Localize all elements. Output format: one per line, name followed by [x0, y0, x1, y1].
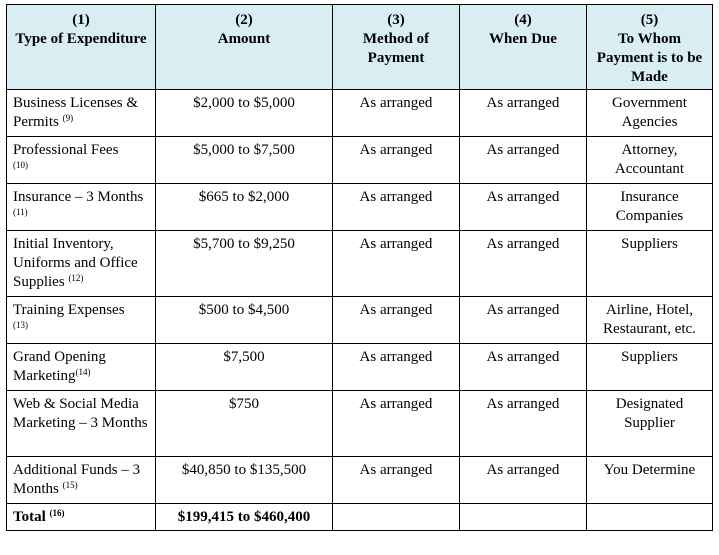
cell-due: As arranged [460, 231, 587, 297]
total-row [7, 504, 713, 531]
table-row [7, 184, 713, 231]
cell-due: As arranged [460, 391, 587, 457]
cell-payee: You Determine [587, 457, 713, 504]
cell-type: Business Licenses & Permits $^{(9)}$ [7, 90, 156, 137]
total-empty-cell [460, 504, 587, 531]
header-method: (3) Method of Payment [333, 5, 460, 90]
cell-amount: $500 to $4,500 [156, 297, 333, 344]
cell-amount: $40,850 to $135,500 [156, 457, 333, 504]
cell-amount: $5,700 to $9,250 [156, 231, 333, 297]
cell-method: As arranged [333, 231, 460, 297]
cell-method: As arranged [333, 344, 460, 391]
cell-payee: Government Agencies [587, 90, 713, 137]
cell-payee: Insurance Companies [587, 184, 713, 231]
cell-amount: $5,000 to $7,500 [156, 137, 333, 184]
cell-due: As arranged [460, 90, 587, 137]
cell-due: As arranged [460, 137, 587, 184]
total-empty-cell [587, 504, 713, 531]
cell-due: As arranged [460, 184, 587, 231]
table-row [7, 391, 713, 457]
cell-method: As arranged [333, 90, 460, 137]
header-type: (1) Type of Expenditure [7, 5, 156, 90]
cell-method: As arranged [333, 137, 460, 184]
cell-type: Additional Funds – 3 Months $^{(15)}$ [7, 457, 156, 504]
header-amount: (2) Amount [156, 5, 333, 90]
cell-payee: Suppliers [587, 344, 713, 391]
cell-type: Training Expenses (13) [7, 297, 156, 344]
cell-type: Insurance – 3 Months $^{(11)}$ [7, 184, 156, 231]
total-amount: $199,415 to $460,400 [156, 504, 333, 531]
cell-method: As arranged [333, 457, 460, 504]
cell-amount: $665 to $2,000 [156, 184, 333, 231]
table-row [7, 137, 713, 184]
table-row [7, 90, 713, 137]
cell-method: As arranged [333, 391, 460, 457]
table-row [7, 457, 713, 504]
cell-type: Professional Fees (10) [7, 137, 156, 184]
table-row [7, 231, 713, 297]
cell-payee: Suppliers [587, 231, 713, 297]
total-label: Total $^{(16)}$ [7, 504, 156, 531]
table-row [7, 344, 713, 391]
cell-method: As arranged [333, 297, 460, 344]
cell-type: Web & Social Media Marketing – 3 Months [7, 391, 156, 457]
header-payee: (5) To Whom Payment is to be Made [587, 5, 713, 90]
cell-payee: Attorney, Accountant [587, 137, 713, 184]
table-row [7, 297, 713, 344]
cell-due: As arranged [460, 344, 587, 391]
cell-due: As arranged [460, 297, 587, 344]
cell-amount: $750 [156, 391, 333, 457]
header-due: (4) When Due [460, 5, 587, 90]
cell-type: Initial Inventory, Uniforms and Office Supplies $^{(12)}$ [7, 231, 156, 297]
cell-type: Grand Opening Marketing$^{(14)}$ [7, 344, 156, 391]
cell-payee: Airline, Hotel, Restaurant, etc. [587, 297, 713, 344]
cell-payee: Designated Supplier [587, 391, 713, 457]
cell-amount: $2,000 to $5,000 [156, 90, 333, 137]
cell-amount: $7,500 [156, 344, 333, 391]
cell-method: As arranged [333, 184, 460, 231]
header-row [7, 5, 713, 90]
cell-due: As arranged [460, 457, 587, 504]
total-empty-cell [333, 504, 460, 531]
expenditure-table [6, 4, 713, 531]
